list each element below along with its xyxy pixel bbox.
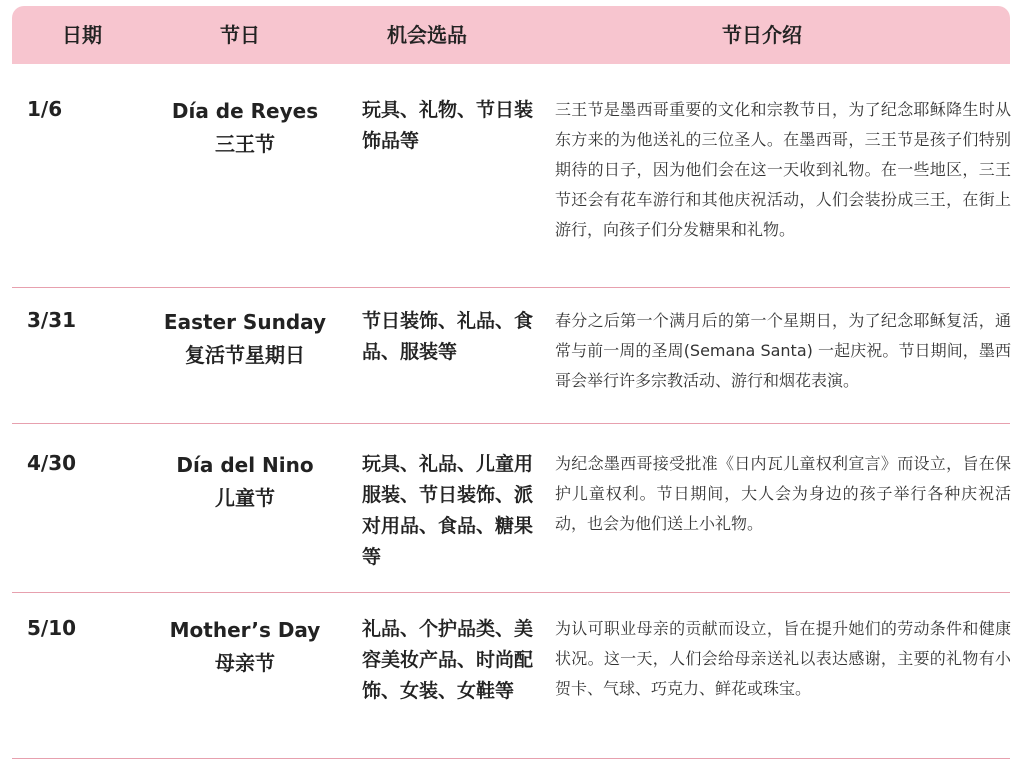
- row-intro: 为认可职业母亲的贡献而设立，旨在提升她们的劳动条件和健康状况。这一天，人们会给母亲送礼以表达感谢，主要的礼物有小贺卡、气球、巧克力、鲜花或珠宝。: [555, 619, 1011, 698]
- row-date: 5/10: [27, 616, 77, 640]
- row-opportunity: 节日装饰、礼品、食品、服装等: [362, 310, 534, 363]
- festival-name-cn: 三王节: [215, 132, 275, 156]
- table-header: [12, 6, 1010, 64]
- row-divider: [12, 592, 1010, 593]
- header-festival: 节日: [220, 23, 260, 47]
- row-date: 4/30: [27, 451, 77, 475]
- festival-name-en: Día de Reyes: [171, 99, 319, 123]
- row-divider: [12, 287, 1010, 288]
- row-opportunity: 玩具、礼品、儿童用服装、节日装饰、派对用品、食品、糖果等: [362, 453, 534, 568]
- row-opportunity: 礼品、个护品类、美容美妆产品、时尚配饰、女装、女鞋等: [362, 618, 534, 702]
- festival-name-en: Easter Sunday: [163, 310, 327, 334]
- festival-name-cn: 儿童节: [215, 486, 275, 510]
- row-festival-name: [147, 449, 343, 515]
- row-date: 1/6: [27, 97, 63, 121]
- festival-name-cn: 复活节星期日: [185, 343, 305, 367]
- row-festival-name: [147, 95, 343, 161]
- header-date: 日期: [62, 23, 102, 47]
- row-divider: [12, 423, 1010, 424]
- header-opportunity: 机会选品: [387, 23, 467, 47]
- festival-name-cn: 母亲节: [215, 651, 275, 675]
- row-divider: [12, 758, 1010, 759]
- row-opportunity: 玩具、礼物、节日装饰品等: [362, 99, 534, 152]
- row-festival-name: [147, 306, 343, 372]
- row-date: 3/31: [27, 308, 77, 332]
- row-intro: 为纪念墨西哥接受批准《日内瓦儿童权利宣言》而设立，旨在保护儿童权利。节日期间，大人会为身边的孩子举行各种庆祝活动，也会为他们送上小礼物。: [555, 454, 1011, 533]
- header-intro: 节日介绍: [722, 23, 802, 47]
- row-intro: 三王节是墨西哥重要的文化和宗教节日，为了纪念耶稣降生时从东方来的为他送礼的三位圣人。在墨西哥，三王节是孩子们特别期待的日子，因为他们会在这一天收到礼物。在一些地区，三王节还会有花车游行和其他庆祝活动，人们会装扮成三王，在街上游行，向孩子们分发糖果和礼物。: [555, 100, 1011, 239]
- festival-name-en: Día del Nino: [176, 453, 314, 477]
- row-festival-name: [147, 614, 343, 680]
- festival-name-en: Mother’s Day: [169, 618, 321, 642]
- row-intro: 春分之后第一个满月后的第一个星期日，为了纪念耶稣复活，通常与前一周的圣周(Semana Santa) 一起庆祝。节日期间，墨西哥会举行许多宗教活动、游行和烟花表演。: [555, 311, 1011, 390]
